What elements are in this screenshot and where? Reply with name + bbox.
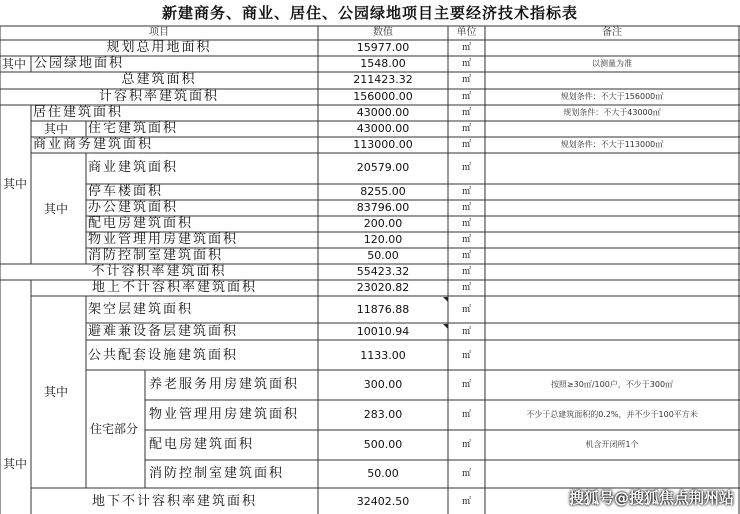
- row-non-far-label: 不计容积率建筑面积: [91, 264, 227, 279]
- unit-sqm: ㎡: [461, 380, 471, 390]
- row-total-area-label: 总建筑面积: [121, 72, 197, 87]
- row-residential-value: 43000.00: [356, 106, 410, 119]
- row-total-area-value: 211423.32: [353, 73, 413, 86]
- header-value: 数值: [373, 27, 393, 38]
- row-underground-label: 地下不计容积率建筑面积: [91, 494, 257, 509]
- unit-sqm: ㎡: [461, 59, 471, 69]
- unit-sqm: ㎡: [461, 187, 471, 197]
- row-commercial-office-label: 商业商务建筑面积: [33, 137, 154, 152]
- cell-comment-marker: [443, 297, 448, 302]
- row-far-area-label: 计容积率建筑面积: [98, 89, 219, 104]
- row-property-mgmt-label: 物业管理用房建筑面积: [88, 232, 239, 247]
- row-fire-control-label: 消防控制室建筑面积: [88, 248, 224, 263]
- row-park-land-label: 公园绿地面积: [34, 56, 125, 71]
- row-property-mgmt-value: 120.00: [363, 233, 403, 246]
- row-commercial-office-note: 规划条件：不大于113000㎡: [560, 140, 664, 149]
- row-residential-note: 规划条件：不大于43000㎡: [563, 108, 661, 117]
- zhuzhai-bufen-label: 住宅部分: [90, 422, 139, 436]
- unit-sqm: ㎡: [461, 108, 471, 118]
- row-res-power-label: 配电房建筑面积: [149, 437, 255, 452]
- unit-sqm: ㎡: [461, 283, 471, 293]
- row-non-far-value: 55423.32: [356, 265, 410, 278]
- unit-sqm: ㎡: [461, 235, 471, 245]
- row-parking-label: 停车楼面积: [88, 184, 164, 199]
- row-commercial-value: 20579.00: [356, 161, 410, 174]
- row-refuge-value: 10010.94: [356, 325, 410, 338]
- unit-sqm: ㎡: [461, 267, 471, 277]
- unit-sqm: ㎡: [461, 327, 471, 337]
- unit-sqm: ㎡: [461, 469, 471, 479]
- row-parking-value: 8255.00: [360, 185, 406, 198]
- row-housing-label: 住宅建筑面积: [88, 121, 179, 136]
- row-above-non-far-value: 23020.82: [356, 281, 410, 294]
- row-elderly-note: 按照≥30㎡/100户，不少于300㎡: [550, 380, 674, 389]
- unit-sqm: ㎡: [461, 305, 471, 315]
- row-housing-value: 43000.00: [356, 122, 410, 135]
- row-res-property-note: 不少于总建筑面积的0.2%，并不少于100平方米: [526, 410, 698, 419]
- row-res-fire-label: 消防控制室建筑面积: [149, 466, 285, 481]
- row-stilt-value: 11876.88: [356, 303, 410, 316]
- unit-sqm: ㎡: [461, 351, 471, 361]
- qizhong-label: 其中: [3, 457, 28, 471]
- unit-sqm: ㎡: [461, 43, 471, 53]
- row-office-value: 83796.00: [356, 201, 410, 214]
- qizhong-label: 其中: [2, 57, 27, 71]
- header-unit: 单位: [456, 27, 477, 38]
- row-elderly-label: 养老服务用房建筑面积: [149, 377, 300, 392]
- table-title: 新建商务、商业、居住、公园绿地项目主要经济技术指标表: [161, 4, 578, 22]
- row-far-area-note: 规划条件：不大于156000㎡: [560, 92, 664, 101]
- row-fire-control-value: 50.00: [367, 249, 399, 262]
- row-park-land-value: 1548.00: [360, 57, 406, 70]
- unit-sqm: ㎡: [461, 410, 471, 420]
- row-office-label: 办公建筑面积: [88, 200, 179, 215]
- row-res-power-value: 500.00: [363, 438, 403, 451]
- row-refuge-label: 避难兼设备层建筑面积: [88, 324, 239, 339]
- row-public-facility-value: 1133.00: [360, 349, 406, 362]
- unit-sqm: ㎡: [461, 219, 471, 229]
- row-stilt-label: 架空层建筑面积: [88, 302, 194, 317]
- row-res-fire-value: 50.00: [367, 467, 399, 480]
- row-elderly-value: 300.00: [363, 378, 403, 391]
- unit-sqm: ㎡: [461, 124, 471, 134]
- watermark: 搜狐号@搜狐焦点荆州站: [568, 489, 734, 507]
- unit-sqm: ㎡: [461, 163, 471, 173]
- header-item: 项目: [149, 27, 169, 38]
- row-residential-label: 居住建筑面积: [33, 105, 124, 120]
- row-park-land-note: 以测量为准: [592, 59, 632, 68]
- row-power-room-label: 配电房建筑面积: [88, 216, 194, 231]
- header-note: 备注: [602, 27, 622, 38]
- row-res-property-label: 物业管理用房建筑面积: [149, 407, 300, 422]
- qizhong-label: 其中: [44, 122, 69, 136]
- row-plan-land-label: 规划总用地面积: [106, 40, 212, 55]
- unit-sqm: ㎡: [461, 140, 471, 150]
- unit-sqm: ㎡: [461, 497, 471, 507]
- qizhong-label: 其中: [44, 385, 69, 399]
- row-power-room-value: 200.00: [363, 217, 403, 230]
- qizhong-label: 其中: [3, 177, 28, 191]
- row-res-property-value: 283.00: [363, 408, 403, 421]
- unit-sqm: ㎡: [461, 75, 471, 85]
- row-public-facility-label: 公共配套设施建筑面积: [88, 348, 239, 363]
- qizhong-label: 其中: [44, 202, 69, 216]
- row-plan-land-value: 15977.00: [356, 41, 410, 54]
- unit-sqm: ㎡: [461, 251, 471, 261]
- row-commercial-office-value: 113000.00: [353, 138, 413, 151]
- cell-comment-marker: [443, 324, 448, 329]
- row-underground-value: 32402.50: [356, 495, 410, 508]
- unit-sqm: ㎡: [461, 92, 471, 102]
- unit-sqm: ㎡: [461, 203, 471, 213]
- row-commercial-label: 商业建筑面积: [88, 160, 179, 175]
- row-above-non-far-label: 地上不计容积率建筑面积: [91, 280, 257, 295]
- row-res-power-note: 机含开闭所1个: [585, 440, 639, 449]
- unit-sqm: ㎡: [461, 440, 471, 450]
- row-far-area-value: 156000.00: [353, 90, 413, 103]
